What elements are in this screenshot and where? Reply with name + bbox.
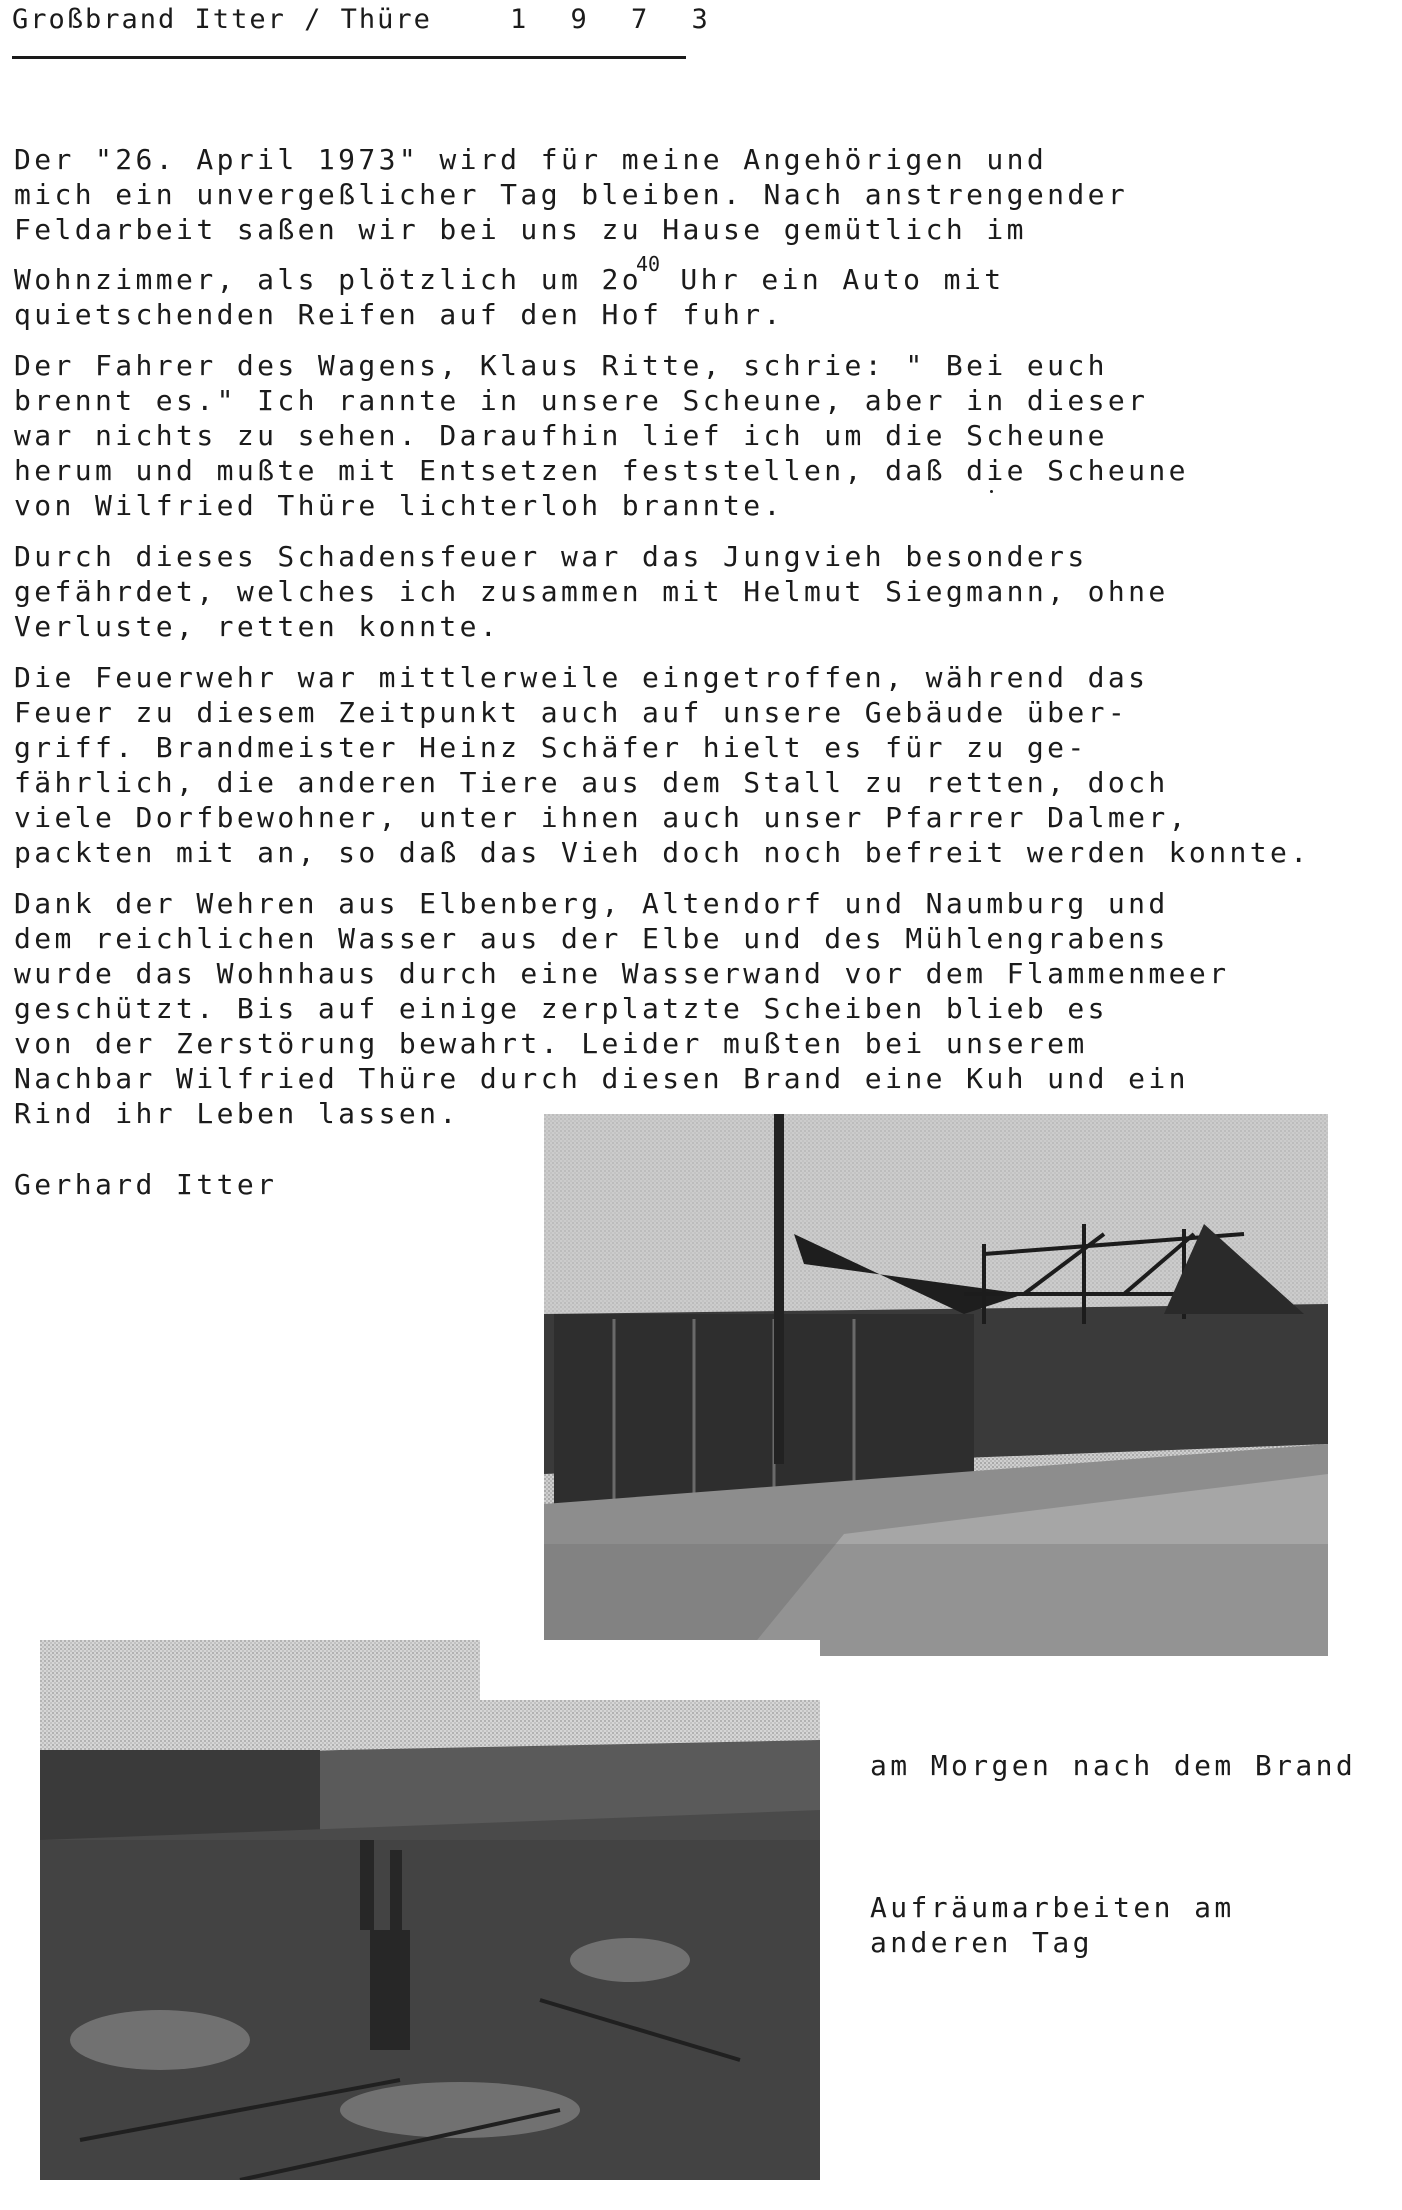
caption-morning-after: am Morgen nach dem Brand xyxy=(870,1749,1357,1782)
paragraph-2: Der Fahrer des Wagens, Klaus Ritte, schrie: " Bei euch brennt es." Ich rannte in unsere Scheune, aber in dieser war nichts zu sehen. Daraufhin lief ich um die Scheune herum und mußte mit Entsetzen feststellen, daß die Scheune von Wilfried Thüre lichterloh brannte. xyxy=(14,349,1189,522)
author-signature: Gerhard Itter xyxy=(14,1168,278,1201)
photo-cleanup-image xyxy=(40,1640,820,2180)
page-header xyxy=(12,0,722,59)
paragraph-3: Durch dieses Schadensfeuer war das Jungvieh besonders gefährdet, welches ich zusammen mit Helmut Siegmann, ohne Verluste, retten konnte. xyxy=(14,540,1169,643)
page-year: 1 9 7 3 xyxy=(510,4,722,35)
photo-morning-image xyxy=(544,1114,1328,1656)
article-body xyxy=(14,142,1384,1147)
paragraph-5: Dank der Wehren aus Elbenberg, Altendorf und Naumburg und dem reichlichen Wasser aus der Elbe und des Mühlengrabens wurde das Wohnhaus durch eine Wasserwand vor dem Flammenmeer geschützt. Bis auf einige zerplatzte Scheiben blieb es von der Zerstörung bewahrt. Leider mußten bei unserem Nachbar Wilfried Thüre durch diesen Brand eine Kuh und ein Rind ihr Leben lassen. xyxy=(14,887,1230,1130)
stray-mark xyxy=(990,490,993,493)
photo-morning-after-fire xyxy=(544,1114,1328,1656)
paragraph-1 xyxy=(14,142,1384,332)
photo-cleanup-work xyxy=(40,1640,820,2180)
paragraph-1-text-a: Der "26. April 1973" wird für meine Angehörigen und mich ein unvergeßlicher Tag bleiben. Nach anstrengender Feldarbeit saßen wir bei uns zu Hause gemütlich im Wohnzimmer, als plötzlich um 2o xyxy=(14,143,1129,296)
paragraph-4: Die Feuerwehr war mittlerweile eingetroffen, während das Feuer zu diesem Zeitpunkt auch auf unsere Gebäude über- griff. Brandmeister Heinz Schäfer hielt es für zu ge- fährlich, die anderen Tiere aus dem Stall zu retten, doch viele Dorfbewohner, unter ihnen auch unser Pfarrer Dalmer, packten mit an, so daß das Vieh doch noch befreit werden konnte. xyxy=(14,661,1311,869)
page-title: Großbrand Itter / Thüre xyxy=(12,4,432,35)
time-superscript: 40 xyxy=(635,252,661,276)
caption-cleanup: Aufräumarbeiten am anderen Tag xyxy=(870,1891,1235,1959)
paragraph-1-text-b: Uhr ein Auto mit quietschenden Reifen auf den Hof fuhr. xyxy=(14,263,1005,331)
